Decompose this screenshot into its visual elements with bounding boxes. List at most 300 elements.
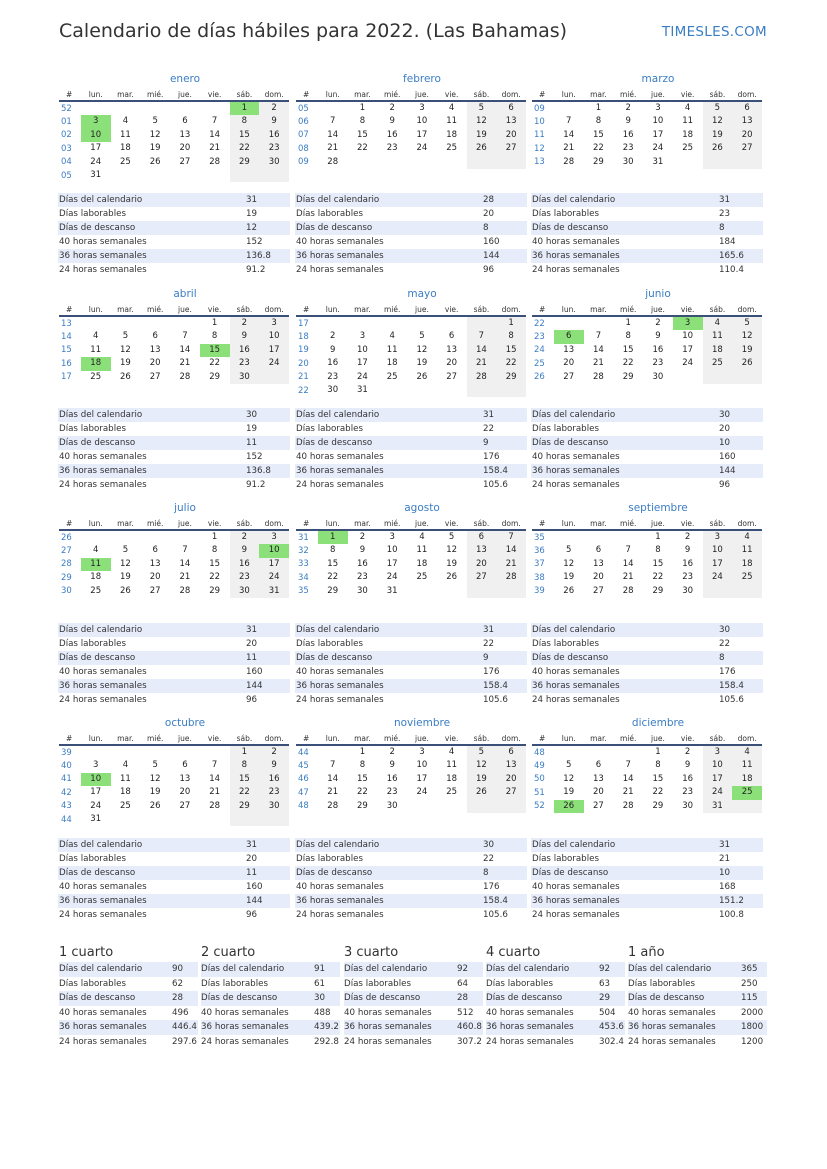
quarter-stat-row xyxy=(59,991,198,1006)
day-cell: 17 xyxy=(90,787,102,798)
weekday-label: lun. xyxy=(325,733,340,743)
day-cell: 15 xyxy=(209,558,221,569)
week-number: 34 xyxy=(298,572,309,583)
week-number: 45 xyxy=(298,761,309,772)
stat-row xyxy=(531,894,763,908)
stat-label: Días del calendario xyxy=(532,625,616,635)
day-cell: 21 xyxy=(496,558,526,571)
day-cell: 27 xyxy=(149,585,161,596)
empty-day xyxy=(496,585,526,598)
day-cell: 26 xyxy=(446,572,458,583)
stat-label: 24 horas semanales xyxy=(59,265,147,275)
weekday-label: lun. xyxy=(561,733,576,743)
stat-row xyxy=(58,422,290,436)
day-cell: 14 xyxy=(327,129,339,140)
day-cell: 31 xyxy=(259,585,289,598)
day-cell: 6 xyxy=(448,331,455,342)
week-number: 27 xyxy=(61,546,72,557)
day-cell: 26 xyxy=(563,585,575,596)
weekday-label: lun. xyxy=(325,89,340,99)
quarter-stat-label: 40 horas semanales xyxy=(628,1007,716,1018)
stat-value: 22 xyxy=(483,854,495,864)
quarter-title: 4 cuarto xyxy=(486,945,541,960)
day-cell: 22 xyxy=(593,143,604,154)
day-cell: 17 xyxy=(652,129,664,140)
day-cell: 11 xyxy=(90,344,102,355)
stat-label: Días de descanso xyxy=(532,223,609,233)
day-cell: 5 xyxy=(419,331,425,342)
week-number: 36 xyxy=(534,546,545,557)
quarter-summary xyxy=(344,944,483,1049)
day-cell: 15 xyxy=(357,129,368,140)
brand-logo-link[interactable]: TIMESLES.COM xyxy=(661,24,767,40)
empty-day xyxy=(170,102,200,115)
day-cell: 4 xyxy=(122,760,129,771)
weekday-label: sáb. xyxy=(709,89,726,99)
empty-day xyxy=(703,156,733,169)
stat-label: Días laborables xyxy=(532,639,599,649)
empty-day xyxy=(554,746,584,759)
stat-row xyxy=(531,908,763,922)
quarter-stat-value: 2000 xyxy=(741,1007,764,1018)
week-row xyxy=(532,102,762,115)
day-cell: 17 xyxy=(90,143,102,154)
day-cell: 7 xyxy=(329,760,336,771)
day-cell: 15 xyxy=(230,129,260,142)
empty-day xyxy=(200,813,230,826)
day-cell: 19 xyxy=(732,344,762,357)
week-number-header: # xyxy=(539,304,546,314)
stat-value: 96 xyxy=(246,910,258,920)
day-cell: 22 xyxy=(622,358,634,369)
day-cell: 16 xyxy=(230,558,260,571)
day-cell: 11 xyxy=(416,545,428,556)
empty-day xyxy=(732,371,762,384)
day-cell: 31 xyxy=(386,585,398,596)
week-number: 52 xyxy=(534,801,545,812)
empty-day xyxy=(140,746,170,759)
day-cell: 6 xyxy=(182,116,188,127)
empty-day xyxy=(259,813,289,826)
stat-label: Días del calendario xyxy=(532,840,616,850)
day-cell: 23 xyxy=(230,357,260,370)
day-cell: 23 xyxy=(386,143,398,154)
day-cell: 9 xyxy=(259,759,289,772)
day-cell: 24 xyxy=(90,800,102,811)
quarter-stat-row xyxy=(201,977,340,992)
quarter-stat-label: 24 horas semanales xyxy=(486,1036,574,1047)
stat-row xyxy=(58,623,290,637)
empty-day xyxy=(732,585,762,598)
day-cell: 14 xyxy=(496,544,526,557)
day-cell: 12 xyxy=(149,129,161,140)
stat-value: 20 xyxy=(246,639,258,649)
month-agosto xyxy=(296,501,526,598)
quarter-stat-value: 92 xyxy=(599,964,611,975)
stat-row xyxy=(295,665,527,679)
day-cell: 15 xyxy=(357,773,368,784)
stat-value: 91.2 xyxy=(246,480,266,490)
stat-row xyxy=(295,478,527,492)
month-name: octubre xyxy=(164,717,206,729)
weekday-header xyxy=(532,517,762,531)
month-name: junio xyxy=(645,288,671,300)
page-title: Calendario de días hábiles para 2022. (Las Bahamas) xyxy=(59,20,568,42)
day-cell: 23 xyxy=(682,787,694,798)
week-number: 35 xyxy=(534,532,545,543)
stat-value: 96 xyxy=(246,695,258,705)
day-cell: 24 xyxy=(703,571,733,584)
empty-day xyxy=(467,156,497,169)
day-cell: 17 xyxy=(416,129,428,140)
stat-label: 36 horas semanales xyxy=(532,896,620,906)
stat-value: 10 xyxy=(719,438,731,448)
month-name: noviembre xyxy=(393,717,451,729)
stat-row xyxy=(58,852,290,866)
stat-row xyxy=(58,207,290,221)
week-number: 21 xyxy=(298,372,309,383)
day-cell: 20 xyxy=(496,773,526,786)
stat-value: 105.6 xyxy=(719,695,744,705)
weekday-label: lun. xyxy=(561,89,576,99)
stat-label: 40 horas semanales xyxy=(59,667,147,677)
day-cell: 12 xyxy=(416,344,428,355)
day-cell: 1 xyxy=(655,532,661,542)
stat-label: 36 horas semanales xyxy=(296,896,384,906)
empty-day xyxy=(230,169,260,182)
weekday-label: mié. xyxy=(620,518,637,528)
empty-day xyxy=(703,585,733,598)
month-enero xyxy=(59,72,289,182)
week-number: 43 xyxy=(61,801,72,812)
empty-day xyxy=(437,800,467,813)
weekday-label: jue. xyxy=(651,733,665,743)
stat-label: Días del calendario xyxy=(296,840,380,850)
day-cell: 7 xyxy=(595,331,602,342)
stat-row xyxy=(58,637,290,651)
quarter-stat-label: 40 horas semanales xyxy=(486,1007,574,1018)
week-number-header: # xyxy=(66,518,73,528)
week-number: 24 xyxy=(534,345,545,356)
day-cell: 8 xyxy=(211,545,218,556)
day-cell: 13 xyxy=(593,773,604,784)
quarter-stat-label: 36 horas semanales xyxy=(344,1022,432,1033)
stat-row xyxy=(295,637,527,651)
weekday-label: vie. xyxy=(444,89,459,99)
stat-label: Días del calendario xyxy=(59,840,143,850)
day-cell: 6 xyxy=(595,545,602,556)
empty-day xyxy=(437,384,467,397)
day-cell: 15 xyxy=(230,773,260,786)
quarter-stat-label: Días de descanso xyxy=(628,993,705,1004)
quarter-stat-label: 36 horas semanales xyxy=(628,1022,716,1033)
month-calendar xyxy=(296,732,526,813)
month-name: septiembre xyxy=(628,502,688,514)
day-cell: 24 xyxy=(386,572,398,583)
day-cell: 29 xyxy=(209,585,221,596)
weekday-label: vie. xyxy=(207,518,222,528)
quarter-stat-value: 460.8 xyxy=(457,1022,482,1033)
day-cell: 28 xyxy=(467,371,497,384)
day-cell: 28 xyxy=(622,585,634,596)
stat-value: 8 xyxy=(483,223,489,233)
quarter-stat-value: 61 xyxy=(314,978,326,989)
day-cell: 9 xyxy=(684,760,691,771)
stat-row xyxy=(295,422,527,436)
stat-value: 31 xyxy=(719,195,731,205)
stat-label: 24 horas semanales xyxy=(59,695,147,705)
day-cell: 14 xyxy=(327,773,339,784)
stat-label: 24 horas semanales xyxy=(296,695,384,705)
stat-row xyxy=(531,193,763,207)
weekday-label: mié. xyxy=(384,733,401,743)
day-cell: 8 xyxy=(595,116,602,127)
day-cell: 26 xyxy=(120,371,131,382)
week-number: 08 xyxy=(298,143,309,154)
day-cell: 3 xyxy=(703,531,733,544)
day-cell: 27 xyxy=(446,371,458,382)
weekday-label: mié. xyxy=(147,304,164,314)
stat-label: 36 horas semanales xyxy=(532,251,620,261)
week-number: 40 xyxy=(61,761,72,772)
day-cell: 29 xyxy=(230,156,260,169)
stat-row xyxy=(58,880,290,894)
empty-day xyxy=(111,813,141,826)
day-cell: 13 xyxy=(563,344,575,355)
day-cell: 19 xyxy=(149,143,161,154)
stat-value: 151.2 xyxy=(719,896,744,906)
day-cell: 30 xyxy=(652,371,664,382)
quarter-stat-row xyxy=(59,962,198,977)
stat-row xyxy=(58,838,290,852)
week-number: 11 xyxy=(534,130,545,141)
day-cell: 30 xyxy=(259,800,289,813)
month-name: enero xyxy=(169,73,201,85)
quarter-stat-label: 24 horas semanales xyxy=(628,1036,716,1047)
month-calendar xyxy=(532,303,762,384)
quarter-stat-value: 1800 xyxy=(741,1022,764,1033)
stat-row xyxy=(58,263,290,277)
day-cell: 23 xyxy=(357,572,368,583)
week-number: 39 xyxy=(534,586,545,597)
day-cell: 19 xyxy=(416,358,428,369)
week-row xyxy=(532,558,762,571)
stat-value: 31 xyxy=(246,625,258,635)
stat-label: Días de descanso xyxy=(59,868,136,878)
day-cell: 21 xyxy=(179,572,191,583)
day-cell: 28 xyxy=(179,371,191,382)
day-cell: 4 xyxy=(448,747,455,757)
quarter-stat-row xyxy=(201,1006,340,1021)
day-cell: 23 xyxy=(259,786,289,799)
stat-label: 36 horas semanales xyxy=(532,681,620,691)
quarter-stat-row xyxy=(201,1020,340,1035)
month-abril xyxy=(59,287,289,384)
stat-row xyxy=(58,450,290,464)
day-cell: 23 xyxy=(259,142,289,155)
empty-day xyxy=(111,531,141,544)
day-cell: 12 xyxy=(732,330,762,343)
day-cell: 18 xyxy=(386,358,398,369)
day-cell: 20 xyxy=(563,358,575,369)
day-cell: 12 xyxy=(149,773,161,784)
quarter-stat-value: 504 xyxy=(599,1007,616,1018)
week-row xyxy=(296,558,526,571)
month-stats-mayo xyxy=(295,408,527,492)
weekday-label: mar. xyxy=(117,733,134,743)
day-cell: 13 xyxy=(179,129,191,140)
month-junio xyxy=(532,287,762,384)
day-cell: 7 xyxy=(182,545,188,556)
day-cell: 18 xyxy=(120,143,131,154)
week-number: 38 xyxy=(534,572,545,583)
quarter-stat-row xyxy=(59,977,198,992)
quarter-title: 3 cuarto xyxy=(344,945,399,960)
empty-day xyxy=(348,317,378,330)
month-name: mayo xyxy=(407,288,437,300)
day-cell: 19 xyxy=(563,572,575,583)
day-cell: 6 xyxy=(496,746,526,759)
day-cell: 2 xyxy=(359,532,366,542)
stat-label: 40 horas semanales xyxy=(532,452,620,462)
week-number: 41 xyxy=(61,774,72,785)
day-cell: 20 xyxy=(179,787,191,798)
day-cell: 25 xyxy=(682,143,694,154)
week-row xyxy=(296,115,526,128)
day-cell: 16 xyxy=(622,129,634,140)
stat-label: 24 horas semanales xyxy=(296,910,384,920)
weekday-header xyxy=(296,88,526,102)
empty-day xyxy=(259,371,289,384)
day-cell: 16 xyxy=(386,773,398,784)
day-cell: 2 xyxy=(684,747,691,757)
empty-day xyxy=(467,585,497,598)
quarter-stat-row xyxy=(628,977,767,992)
weekday-header xyxy=(532,732,762,746)
quarter-summary xyxy=(628,944,767,1049)
day-cell: 21 xyxy=(327,143,339,154)
empty-day xyxy=(111,317,141,330)
day-cell: 14 xyxy=(179,344,191,355)
day-cell: 23 xyxy=(622,143,634,154)
stat-value: 105.6 xyxy=(483,480,508,490)
day-cell: 8 xyxy=(625,331,631,342)
day-cell: 9 xyxy=(359,545,366,556)
week-number: 32 xyxy=(298,546,309,557)
stat-label: 24 horas semanales xyxy=(59,910,147,920)
weekday-label: mar. xyxy=(354,304,371,314)
stat-value: 184 xyxy=(719,237,736,247)
stat-label: Días laborables xyxy=(296,424,363,434)
stat-row xyxy=(531,623,763,637)
day-cell: 7 xyxy=(625,545,631,556)
stat-row xyxy=(295,263,527,277)
day-cell: 2 xyxy=(389,103,395,113)
day-cell: 24 xyxy=(259,357,289,370)
weekday-label: sáb. xyxy=(236,733,253,743)
weekday-header xyxy=(532,303,762,317)
stat-value: 30 xyxy=(483,840,495,850)
week-number: 28 xyxy=(61,559,72,570)
month-septiembre xyxy=(532,501,762,598)
week-row xyxy=(59,344,289,357)
day-cell: 9 xyxy=(230,544,260,557)
day-cell: 12 xyxy=(467,115,497,128)
weekday-label: mar. xyxy=(590,518,607,528)
day-cell: 30 xyxy=(230,585,260,598)
stat-value: 11 xyxy=(246,653,258,663)
weekday-label: jue. xyxy=(415,89,429,99)
quarter-stat-value: 63 xyxy=(599,978,611,989)
stat-label: Días laborables xyxy=(59,209,126,219)
day-cell: 27 xyxy=(149,371,161,382)
stat-row xyxy=(531,679,763,693)
day-cell: 20 xyxy=(179,143,191,154)
day-cell: 8 xyxy=(211,331,218,342)
day-cell: 28 xyxy=(496,571,526,584)
quarter-stat-row xyxy=(628,1006,767,1021)
month-stats-febrero xyxy=(295,193,527,277)
stat-value: 144 xyxy=(246,896,263,906)
day-cell: 14 xyxy=(179,558,191,569)
week-row xyxy=(59,156,289,169)
empty-day xyxy=(554,531,584,544)
month-febrero xyxy=(296,72,526,169)
empty-day xyxy=(437,317,467,330)
day-cell: 24 xyxy=(416,143,428,154)
week-row xyxy=(59,142,289,155)
empty-day xyxy=(111,169,141,182)
stat-row xyxy=(58,235,290,249)
weekday-label: dom. xyxy=(737,89,757,99)
month-mayo xyxy=(296,287,526,397)
empty-day xyxy=(437,156,467,169)
day-cell: 24 xyxy=(357,371,368,382)
stat-label: Días laborables xyxy=(296,209,363,219)
quarter-summary xyxy=(486,944,625,1049)
quarter-stat-value: 439.2 xyxy=(314,1022,339,1033)
day-cell: 30 xyxy=(386,800,398,811)
weekday-label: sáb. xyxy=(236,518,253,528)
day-cell: 2 xyxy=(389,747,395,757)
day-cell: 22 xyxy=(209,572,221,583)
stat-label: Días laborables xyxy=(59,854,126,864)
quarter-stat-row xyxy=(59,1035,198,1050)
stat-row xyxy=(58,478,290,492)
stat-label: 40 horas semanales xyxy=(532,237,620,247)
quarter-stat-value: 92 xyxy=(457,964,469,975)
stat-label: Días de descanso xyxy=(59,438,136,448)
weekday-label: mié. xyxy=(620,89,637,99)
day-cell: 11 xyxy=(682,116,694,127)
stat-row xyxy=(531,665,763,679)
weekday-label: vie. xyxy=(444,304,459,314)
weekday-label: dom. xyxy=(264,518,284,528)
week-row xyxy=(532,317,762,330)
day-cell: 23 xyxy=(682,572,694,583)
empty-day xyxy=(467,384,497,397)
weekday-label: mar. xyxy=(590,733,607,743)
day-cell: 2 xyxy=(625,103,631,113)
weekday-label: dom. xyxy=(501,304,521,314)
week-number: 30 xyxy=(61,586,72,597)
day-cell: 22 xyxy=(652,572,664,583)
stat-label: Días de descanso xyxy=(296,223,373,233)
day-cell: 9 xyxy=(230,330,260,343)
weekday-label: dom. xyxy=(501,518,521,528)
empty-day xyxy=(407,585,437,598)
stat-label: Días laborables xyxy=(59,424,126,434)
